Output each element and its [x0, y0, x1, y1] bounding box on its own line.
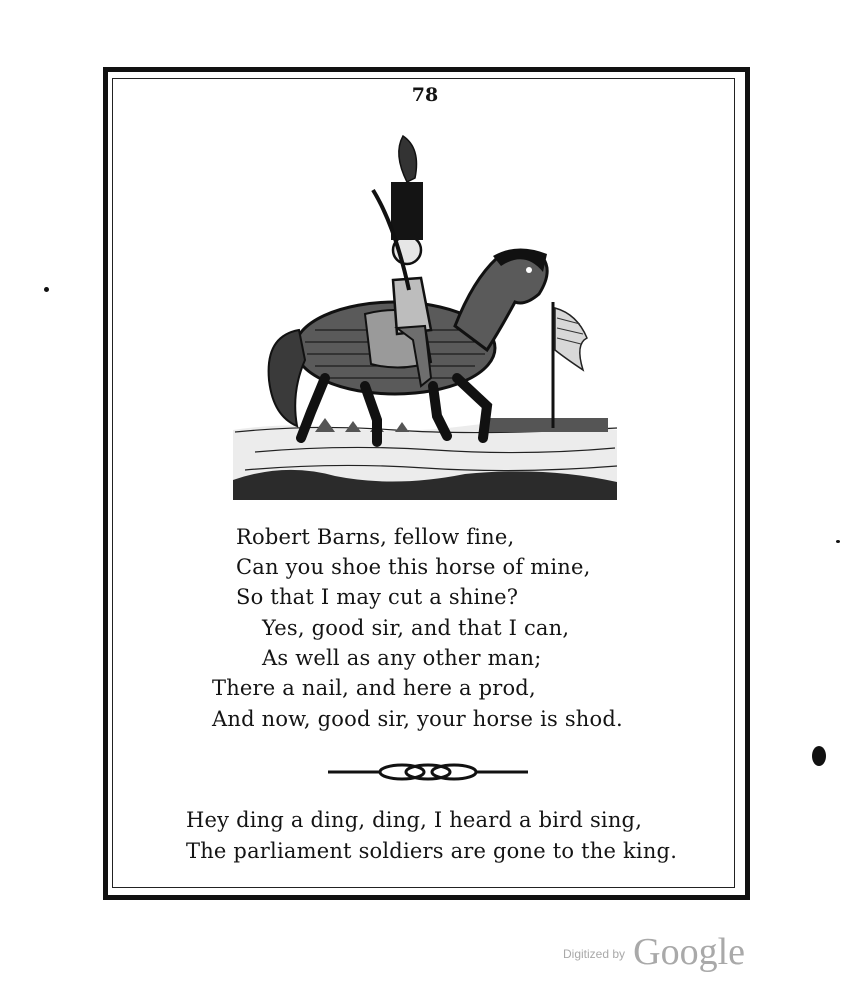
stray-ink-blot — [812, 746, 826, 766]
stray-ink-dot — [44, 287, 49, 292]
digitized-by-google-watermark — [563, 930, 745, 974]
poem-line-4: Yes, good sir, and that I can, — [262, 616, 570, 640]
poem-line-3: So that I may cut a shine? — [236, 585, 519, 609]
rhyme-line-2: The parliament soldiers are gone to the king. — [186, 839, 678, 863]
woodcut-illustration-horseman — [225, 130, 625, 510]
ornamental-divider — [328, 760, 528, 784]
poem-line-5: As well as any other man; — [262, 646, 542, 670]
poem-line-1: Robert Barns, fellow fine, — [236, 525, 515, 549]
rhyme-line-1: Hey ding a ding, ding, I heard a bird sing, — [186, 808, 643, 832]
google-logo-text: Google — [633, 931, 745, 973]
poem-line-2: Can you shoe this horse of mine, — [236, 555, 591, 579]
stray-ink-dot — [836, 540, 840, 543]
poem-line-6: There a nail, and here a prod, — [212, 676, 536, 700]
poem-line-7: And now, good sir, your horse is shod. — [212, 707, 623, 731]
digitized-by-label: Digitized by — [563, 947, 626, 961]
page-number: 78 — [411, 84, 439, 106]
